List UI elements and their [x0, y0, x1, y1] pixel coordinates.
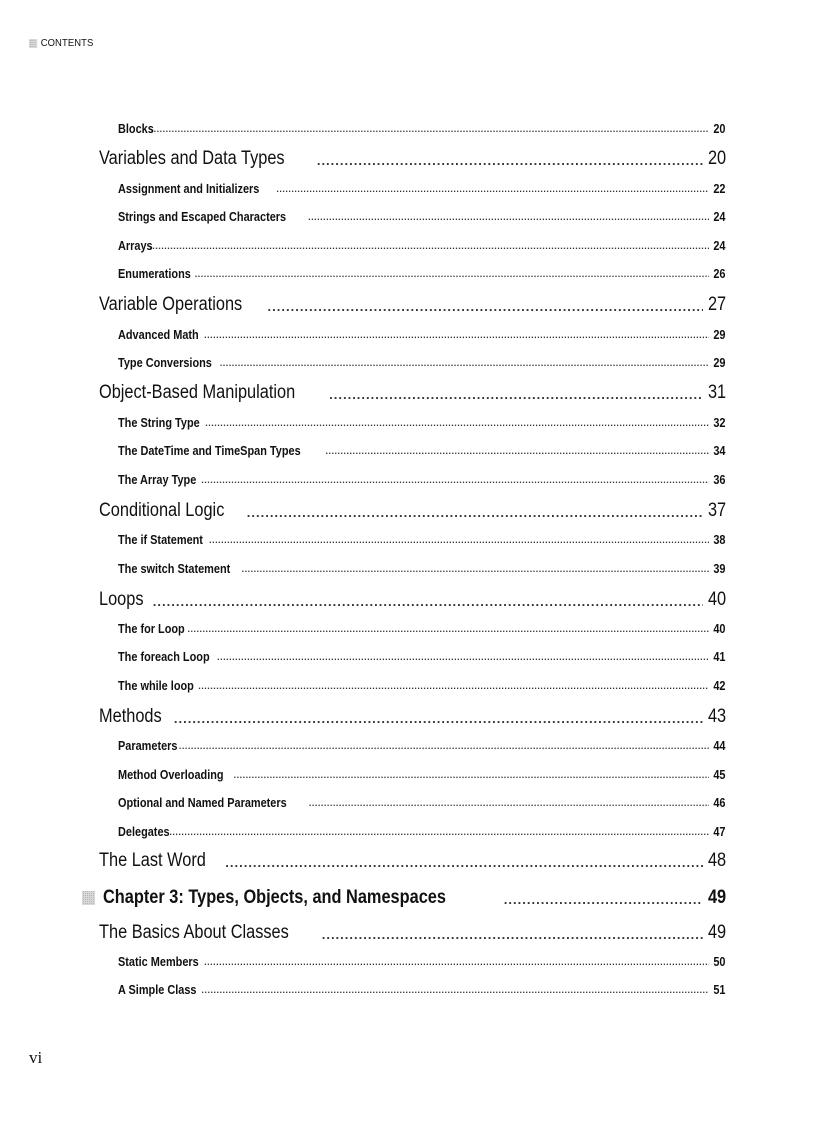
dot-leader [201, 476, 708, 487]
toc-entry[interactable] [99, 148, 726, 170]
toc-entry-title: Conditional Logic [99, 500, 225, 521]
toc-entry[interactable] [118, 443, 725, 458]
toc-entry-page: 50 [712, 954, 725, 969]
toc-entry-title: Methods [99, 706, 162, 727]
toc-entry-page: 42 [712, 678, 725, 693]
gray-square-icon [29, 39, 37, 48]
dot-leader [247, 506, 703, 522]
toc-entry-page: 20 [712, 121, 725, 136]
toc-entry-page: 43 [707, 706, 726, 727]
toc-entry-page: 44 [712, 738, 725, 753]
dot-leader [322, 928, 703, 944]
toc-entry[interactable] [99, 589, 726, 611]
toc-entry-page: 26 [712, 266, 725, 281]
toc-entry[interactable] [118, 209, 725, 224]
toc-entry-title: The while loop [118, 678, 194, 693]
toc-entry[interactable] [118, 561, 725, 576]
toc-entry-title: Type Conversions [118, 355, 212, 370]
toc-entry-page: 40 [712, 621, 725, 636]
page-number: vi [29, 1048, 43, 1067]
toc-entry-title: The for Loop [118, 621, 185, 636]
dot-leader [201, 986, 708, 997]
toc-entry-page: 32 [712, 415, 725, 430]
toc-chapter-entry[interactable] [82, 887, 726, 909]
dot-leader [329, 388, 703, 404]
toc-entry-title: Loops [99, 589, 144, 610]
dot-leader [198, 682, 708, 693]
toc-entry-title: Blocks [118, 121, 154, 136]
toc-entry-title: Variables and Data Types [99, 148, 285, 169]
dot-leader [204, 958, 708, 969]
toc-entry[interactable] [99, 294, 726, 316]
toc-entry[interactable] [118, 795, 725, 810]
dot-leader [276, 185, 708, 196]
toc-entry-page: 24 [712, 209, 725, 224]
dot-leader [209, 536, 708, 547]
toc-entry-page: 29 [712, 355, 725, 370]
toc-entry-page: 48 [707, 850, 726, 871]
toc-entry[interactable] [118, 121, 725, 136]
toc-entry-page: 40 [707, 589, 726, 610]
dot-leader [179, 742, 709, 753]
toc-entry-title: The Basics About Classes [99, 922, 289, 943]
toc-entry-title: The switch Statement [118, 561, 231, 576]
toc-entry-page: 27 [707, 294, 726, 315]
toc-entry-title: Static Members [118, 954, 199, 969]
dot-leader [174, 712, 703, 728]
toc-entry-page: 36 [712, 472, 725, 487]
toc-entry[interactable] [118, 649, 725, 664]
toc-entry[interactable] [99, 382, 726, 404]
toc-entry[interactable] [99, 500, 726, 522]
dot-leader [268, 300, 703, 316]
toc-entry[interactable] [118, 266, 725, 281]
toc-entry-title: Variable Operations [99, 294, 243, 315]
toc-entry[interactable] [118, 181, 725, 196]
dot-leader [151, 125, 709, 136]
dot-leader [217, 653, 708, 664]
toc-entry-title: Delegates [118, 824, 170, 839]
toc-entry-title: The String Type [118, 415, 200, 430]
dot-leader [149, 242, 708, 253]
toc-entry-page: 31 [707, 382, 726, 403]
toc-entry-title: A Simple Class [118, 982, 197, 997]
toc-entry-page: 22 [712, 181, 725, 196]
toc-entry-page: 49 [707, 922, 726, 943]
toc-entry-title: The foreach Loop [118, 649, 210, 664]
dot-leader [204, 331, 708, 342]
toc-entry-page: 29 [712, 327, 725, 342]
dot-leader [309, 799, 709, 810]
toc-entry-title: Optional and Named Parameters [118, 795, 287, 810]
toc-entry[interactable] [118, 355, 725, 370]
toc-entry[interactable] [118, 472, 725, 487]
toc-entry-title: The if Statement [118, 532, 203, 547]
dot-leader [195, 270, 709, 281]
running-header [29, 37, 93, 49]
toc-entry-title: Chapter 3: Types, Objects, and Namespaces [103, 887, 446, 908]
dot-leader [225, 856, 703, 872]
toc-entry[interactable] [118, 767, 725, 782]
toc-entry-page: 34 [712, 443, 725, 458]
toc-entry[interactable] [118, 824, 725, 839]
toc-entry-page: 41 [712, 649, 725, 664]
dot-leader [234, 771, 709, 782]
gray-square-icon [82, 891, 95, 905]
toc-entry-page: 45 [712, 767, 725, 782]
toc-entry[interactable] [99, 922, 726, 944]
toc-entry-page: 37 [707, 500, 726, 521]
toc-entry-page: 47 [712, 824, 725, 839]
toc-entry-page: 39 [712, 561, 725, 576]
dot-leader [242, 565, 709, 576]
toc-entry-title: Parameters [118, 738, 178, 753]
toc-entry[interactable] [118, 621, 725, 636]
toc-entry[interactable] [118, 415, 725, 430]
toc-entry-title: The Last Word [99, 850, 206, 871]
dot-leader [308, 213, 708, 224]
toc-entry-title: Advanced Math [118, 327, 199, 342]
toc-entry-title: Enumerations [118, 266, 191, 281]
toc-entry-title: The Array Type [118, 472, 197, 487]
dot-leader [153, 595, 703, 611]
toc-entry-title: Arrays [118, 238, 153, 253]
toc-entry-title: Object-Based Manipulation [99, 382, 296, 403]
toc-entry-title: Method Overloading [118, 767, 224, 782]
toc-entry-page: 24 [712, 238, 725, 253]
dot-leader [220, 359, 709, 370]
toc-entry-title: Strings and Escaped Characters [118, 209, 287, 224]
toc-entry-page: 20 [707, 148, 726, 169]
toc-entry-page: 38 [712, 532, 725, 547]
toc-entry-page: 46 [712, 795, 725, 810]
toc-entry[interactable] [99, 706, 726, 728]
toc-entry[interactable] [118, 982, 725, 997]
dot-leader [317, 154, 703, 170]
toc-entry[interactable] [118, 532, 725, 547]
dot-leader [504, 893, 703, 909]
toc-entry[interactable] [118, 954, 725, 969]
toc-entry-page: 51 [712, 982, 725, 997]
toc-entry[interactable] [118, 678, 725, 693]
toc-entry[interactable] [118, 238, 725, 253]
toc-entry-title: Assignment and Initializers [118, 181, 260, 196]
dot-leader [169, 828, 708, 839]
toc-entry[interactable] [118, 327, 725, 342]
dot-leader [205, 419, 708, 430]
toc-entry[interactable] [118, 738, 725, 753]
toc-entry-title: The DateTime and TimeSpan Types [118, 443, 301, 458]
dot-leader [187, 625, 708, 636]
toc-entry-page: 49 [707, 887, 726, 908]
dot-leader [325, 447, 708, 458]
running-header-label: CONTENTS [40, 37, 94, 49]
toc-entry[interactable] [99, 850, 726, 872]
